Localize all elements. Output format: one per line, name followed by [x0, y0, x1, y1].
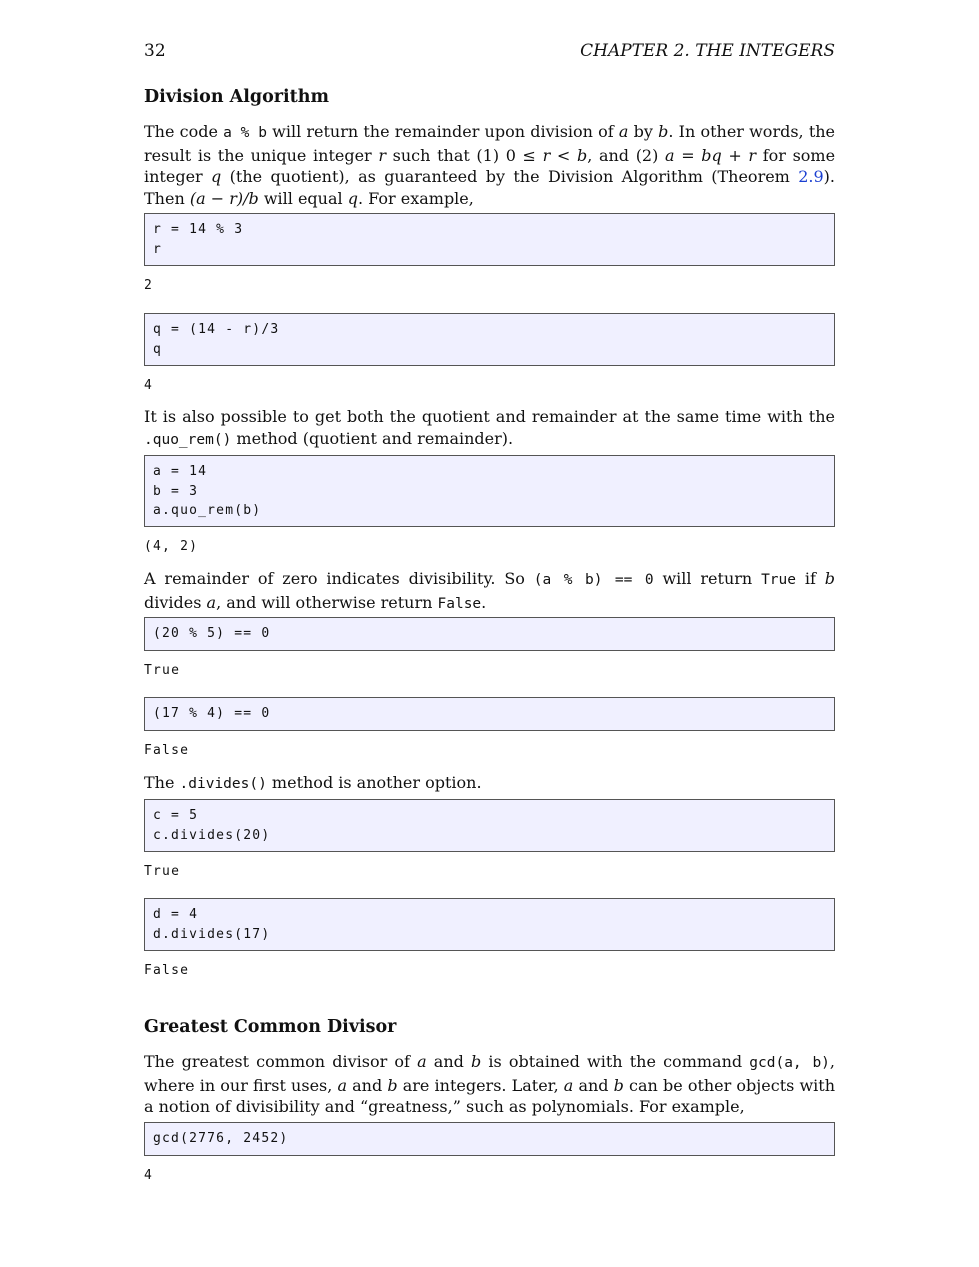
code-cell-remainder[interactable]: r = 14 % 3 r: [144, 213, 835, 266]
theorem-link[interactable]: 2.9: [798, 167, 824, 187]
code-cell-gcd[interactable]: gcd(2776, 2452): [144, 1122, 835, 1156]
code-output: 2: [144, 278, 154, 293]
code-output: 4: [144, 378, 154, 393]
paragraph-gcd: The greatest common divisor of a and b is obtained with the command gcd(a, b), where in our first uses, a and b are integers. Later, a and b can be other objects with a notion of divisibility and “greatness,” such as polynomials. For example,: [144, 1052, 836, 1117]
code-output: 4: [144, 1168, 154, 1183]
code-cell-divides-17[interactable]: d = 4 d.divides(17): [144, 898, 835, 951]
code-cell-divisible-20-5[interactable]: (20 % 5) == 0: [144, 617, 835, 651]
code-cell-quo-rem[interactable]: a = 14 b = 3 a.quo_rem(b): [144, 455, 835, 527]
code-output: True: [144, 864, 181, 879]
paragraph-quo-rem: It is also possible to get both the quotient and remainder at the same time with the .quo_rem() method (quotient and remainder).: [144, 407, 835, 448]
code-output: False: [144, 963, 190, 978]
code-output: (4, 2): [144, 539, 199, 554]
section-heading-gcd: Greatest Common Divisor: [144, 1017, 397, 1037]
code-cell-divides-20[interactable]: c = 5 c.divides(20): [144, 799, 835, 852]
code-output: True: [144, 663, 181, 678]
paragraph-divides-method: The .divides() method is another option.: [144, 773, 482, 792]
code-output: False: [144, 743, 190, 758]
chapter-title: CHAPTER 2. THE INTEGERS: [580, 41, 835, 61]
code-cell-quotient[interactable]: q = (14 - r)/3 q: [144, 313, 835, 366]
paragraph-divisibility: A remainder of zero indicates divisibility. So (a % b) == 0 will return True if b divides a, and will otherwise return False.: [144, 569, 835, 612]
page-number: 32: [144, 41, 166, 61]
section-heading-division-algorithm: Division Algorithm: [144, 87, 329, 107]
paragraph-division-intro: The code a % b will return the remainder upon division of a by b. In other words, the result is the unique integer r such that (1) 0 ≤ r < b, and (2) a = bq + r for some integer q (the quotient), as guaranteed by the Division Algorithm (Theorem 2.9). Then (a − r)/b will equal q. For example,: [144, 122, 836, 209]
code-cell-divisible-17-4[interactable]: (17 % 4) == 0: [144, 697, 835, 731]
